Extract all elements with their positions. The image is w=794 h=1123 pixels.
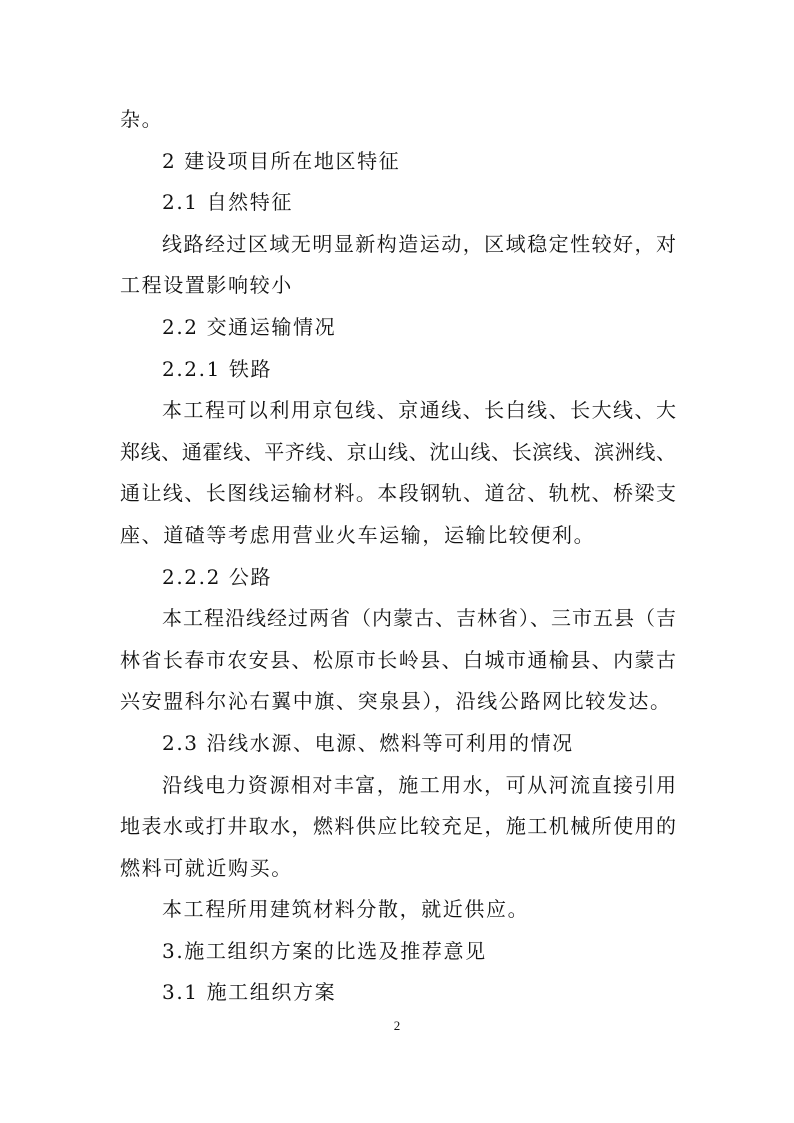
text-line: 燃料可就近购买。 bbox=[120, 855, 293, 880]
text-line: 本工程可以利用京包线、京通线、长白线、长大线、大 bbox=[162, 398, 676, 423]
text-line: 工程设置影响较小 bbox=[120, 273, 293, 298]
text-line: 地表水或打井取水，燃料供应比较充足，施工机械所使用的 bbox=[120, 814, 676, 839]
text-line: 杂。 bbox=[120, 107, 164, 131]
text-line: 本工程沿线经过两省（内蒙古、吉林省）、三市五县（吉 bbox=[162, 606, 676, 631]
text-line: 座、道碴等考虑用营业火车运输，运输比较便利。 bbox=[120, 522, 596, 547]
text-line: 林省长春市农安县、松原市长岭县、白城市通榆县、内蒙古 bbox=[120, 647, 676, 672]
section-heading: 2.2.1 铁路 bbox=[162, 356, 273, 381]
page-number: 2 bbox=[393, 1018, 401, 1033]
section-heading: 3.1 施工组织方案 bbox=[162, 980, 337, 1005]
text-line: 沿线电力资源相对丰富，施工用水，可从河流直接引用 bbox=[162, 772, 676, 797]
text-line: 郑线、通霍线、平齐线、京山线、沈山线、长滨线、滨洲线、 bbox=[120, 439, 676, 464]
section-heading: 3.施工组织方案的比选及推荐意见 bbox=[162, 938, 487, 963]
document-body bbox=[120, 99, 676, 1014]
section-heading: 2 建设项目所在地区特征 bbox=[162, 148, 401, 173]
section-heading: 2.1 自然特征 bbox=[162, 190, 293, 215]
text-line: 通让线、长图线运输材料。本段钢轨、道岔、轨枕、桥梁支 bbox=[120, 481, 676, 506]
section-heading: 2.2 交通运输情况 bbox=[162, 314, 337, 339]
section-heading: 2.3 沿线水源、电源、燃料等可利用的情况 bbox=[162, 730, 574, 755]
section-heading: 2.2.2 公路 bbox=[162, 564, 273, 589]
text-line: 线路经过区域无明显新构造运动，区域稳定性较好，对 bbox=[162, 231, 676, 256]
text-line: 兴安盟科尔沁右翼中旗、突泉县），沿线公路网比较发达。 bbox=[120, 689, 672, 714]
text-line: 本工程所用建筑材料分散，就近供应。 bbox=[162, 897, 530, 922]
